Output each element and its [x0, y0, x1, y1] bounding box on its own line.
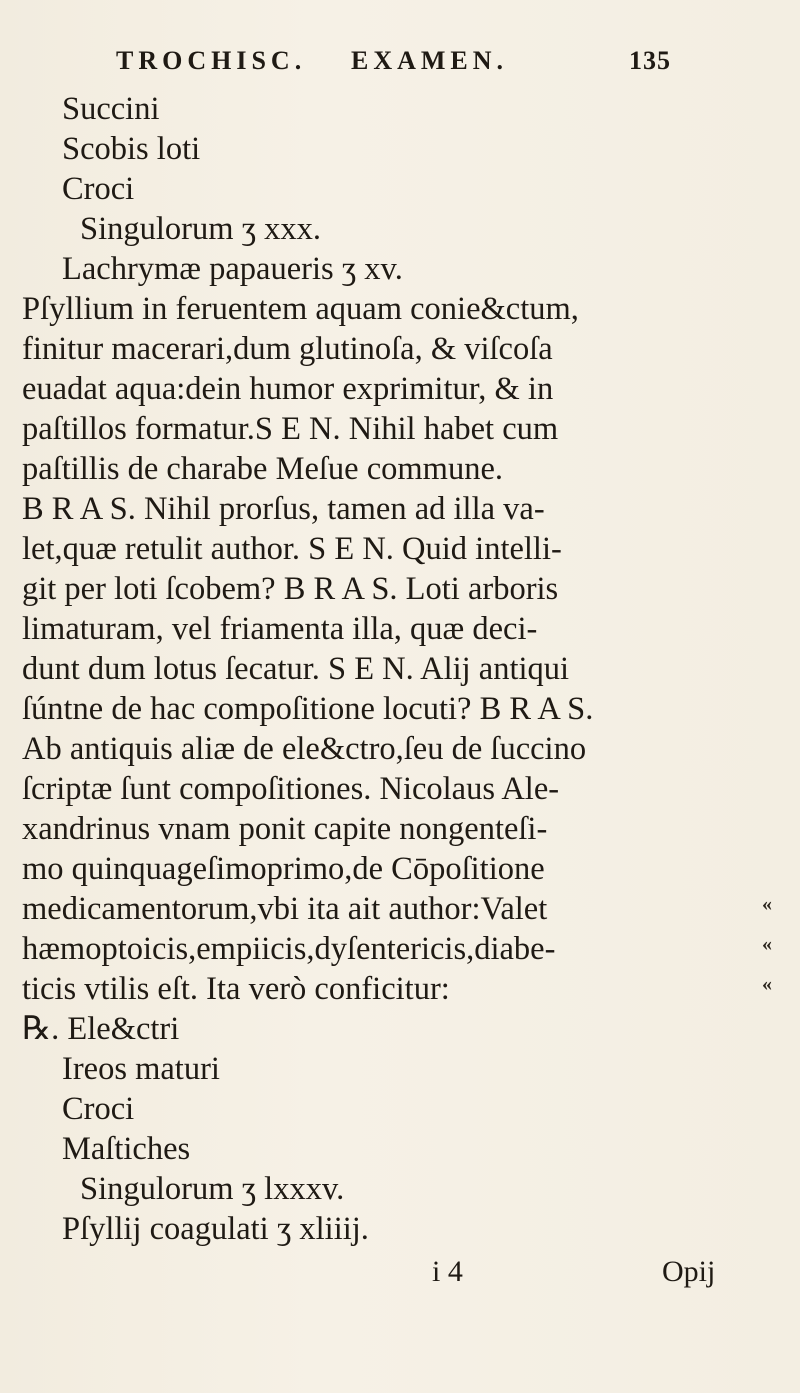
- margin-quote-mark: «: [762, 973, 772, 995]
- text-line: Croci: [62, 171, 135, 207]
- signature-mark: i 4: [432, 1255, 463, 1288]
- catchword: Opij: [662, 1255, 716, 1288]
- text-line: limaturam, vel friamenta illa, quæ deci-: [22, 611, 538, 647]
- text-line: ſcriptæ ſunt compoſitiones. Nicolaus Ale-: [22, 771, 560, 807]
- page-number: 135: [629, 46, 671, 75]
- running-header: [116, 46, 676, 86]
- text-line: medicamentorum,vbi ita ait author:Valet: [22, 891, 548, 927]
- text-line: Pſyllij coagulati ʒ xliiij.: [62, 1211, 369, 1247]
- text-line: Maſtiches: [62, 1131, 191, 1167]
- text-line: Lachrymæ papaueris ʒ xv.: [62, 251, 403, 287]
- text-line: hæmoptoicis,empiicis,dyſentericis,diabe-: [22, 931, 556, 967]
- text-line: Ab antiquis aliæ de ele&ctro,ſeu de ſuccino: [22, 731, 587, 767]
- text-line: Singulorum ʒ xxx.: [80, 211, 322, 247]
- text-line: Croci: [62, 1091, 135, 1127]
- text-line: Singulorum ʒ lxxxv.: [80, 1171, 345, 1207]
- text-line: xandrinus vnam ponit capite nongenteſi-: [22, 811, 548, 847]
- text-line: mo quinquageſimoprimo,de Cōpoſitione: [22, 851, 545, 887]
- text-line: finitur macerari,dum glutinoſa, & viſcoſa: [22, 331, 553, 367]
- running-title-left: TROCHISC.: [116, 46, 307, 75]
- text-line: Succini: [62, 91, 160, 127]
- recipe-symbol-line: ℞. Ele&ctri: [22, 1011, 180, 1047]
- text-line: B R A S. Nihil prorſus, tamen ad illa va-: [22, 491, 545, 527]
- text-line: euadat aqua:dein humor exprimitur, & in: [22, 371, 554, 407]
- text-line: let,quæ retulit author. S E N. Quid intelli-: [22, 531, 562, 567]
- margin-quote-mark: «: [762, 893, 772, 915]
- text-line: git per loti ſcobem? B R A S. Loti arboris: [22, 571, 559, 607]
- running-title-right: EXAMEN.: [351, 46, 509, 75]
- text-line: paſtillis de charabe Meſue commune.: [22, 451, 504, 487]
- text-line: ticis vtilis eſt. Ita verò conficitur:: [22, 971, 450, 1007]
- text-line: dunt dum lotus ſecatur. S E N. Alij antiqui: [22, 651, 570, 687]
- text-line: ſúntne de hac compoſitione locuti? B R A S.: [22, 691, 594, 727]
- margin-quote-mark: «: [762, 933, 772, 955]
- text-line: Scobis loti: [62, 131, 201, 167]
- text-line: paſtillos formatur.S E N. Nihil habet cum: [22, 411, 559, 447]
- text-line: Ireos maturi: [62, 1051, 220, 1087]
- text-line: Pſyllium in feruentem aquam conie&ctum,: [22, 291, 579, 327]
